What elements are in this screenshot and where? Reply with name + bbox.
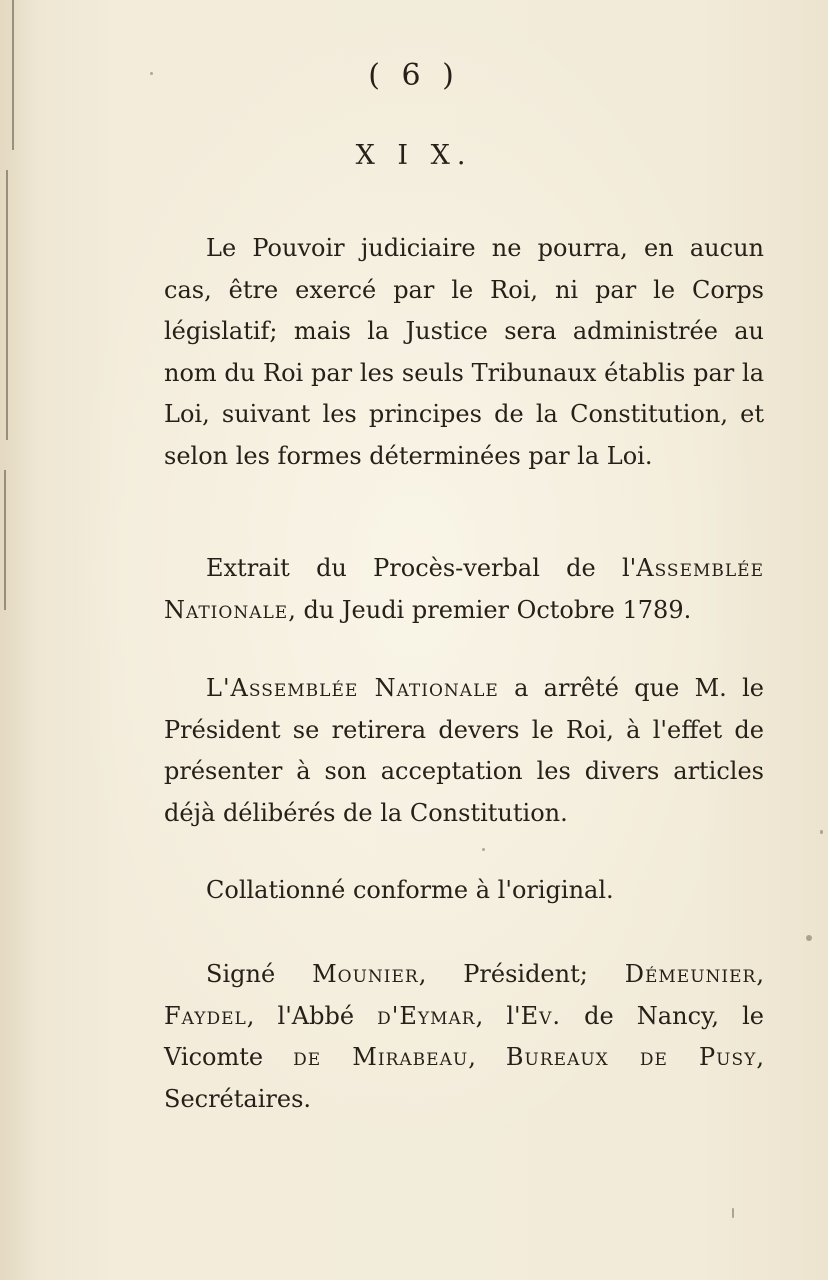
signed-lead: Signé: [206, 960, 313, 988]
signatures-separator: , l': [475, 1001, 521, 1030]
extract-assembly-name: Assemblée Nationale: [164, 554, 764, 624]
signatory-eymar: d'Eymar: [377, 1001, 476, 1030]
paper-fleck: [482, 848, 485, 851]
assembly-text: a arrêté que M. le Président se retirera devers le Roi, à l'effet de présenter à son acceptation les divers articles déjà délibérés de la Constitution.: [164, 674, 764, 827]
signatory-title-president: , Président;: [418, 960, 625, 988]
signatures-separator: ,: [756, 960, 764, 988]
signatory-ev: Ev.: [520, 1001, 562, 1030]
collation-line: Collationné conforme à l'original.: [206, 876, 614, 904]
signatory-demeunier: Démeunier: [624, 960, 757, 988]
extract-lead: Extrait du Procès-verbal de l': [206, 554, 637, 582]
signatory-mounier: Mounier: [312, 960, 419, 988]
signatory-faydel: Faydel: [164, 1001, 247, 1030]
article-heading: X I X.: [355, 140, 473, 171]
article-paragraph: Le Pouvoir judiciaire ne pourra, en aucun cas, être exercé par le Roi, ni par le Corps législatif; mais la Justice sera administrée au nom du Roi par les seuls Tribunaux établis par la Loi, suivant les principes de la Constitution, et selon les formes déterminées par la Loi.: [164, 234, 764, 470]
signatory-title-secretaires: , Secrétaires.: [164, 1043, 764, 1113]
signatory-bureaux-de-pusy: Bureaux de Pusy: [505, 1043, 757, 1071]
extract-paragraph: [164, 548, 764, 631]
page-number: ( 6 ): [368, 58, 460, 93]
signatures-separator: , l'Abbé: [246, 1001, 378, 1030]
signatures-separator: ,: [468, 1043, 506, 1071]
assembly-name: L'Assemblée Nationale: [206, 674, 499, 702]
signatory-mirabeau: de Mirabeau: [293, 1043, 469, 1071]
paper-fleck: [150, 72, 153, 75]
binding-edge: [6, 170, 8, 440]
signatures-paragraph: [164, 954, 764, 1120]
paper-fleck: [820, 830, 823, 834]
extract-date: , du Jeudi premier Octobre 1789.: [288, 595, 692, 624]
assembly-paragraph: [164, 668, 764, 834]
signatory-nancy: de Nancy, le Vicomte: [164, 1001, 764, 1071]
binding-edge: [4, 470, 6, 610]
paper-fleck: [732, 1208, 734, 1218]
paper-fleck: [806, 935, 812, 941]
